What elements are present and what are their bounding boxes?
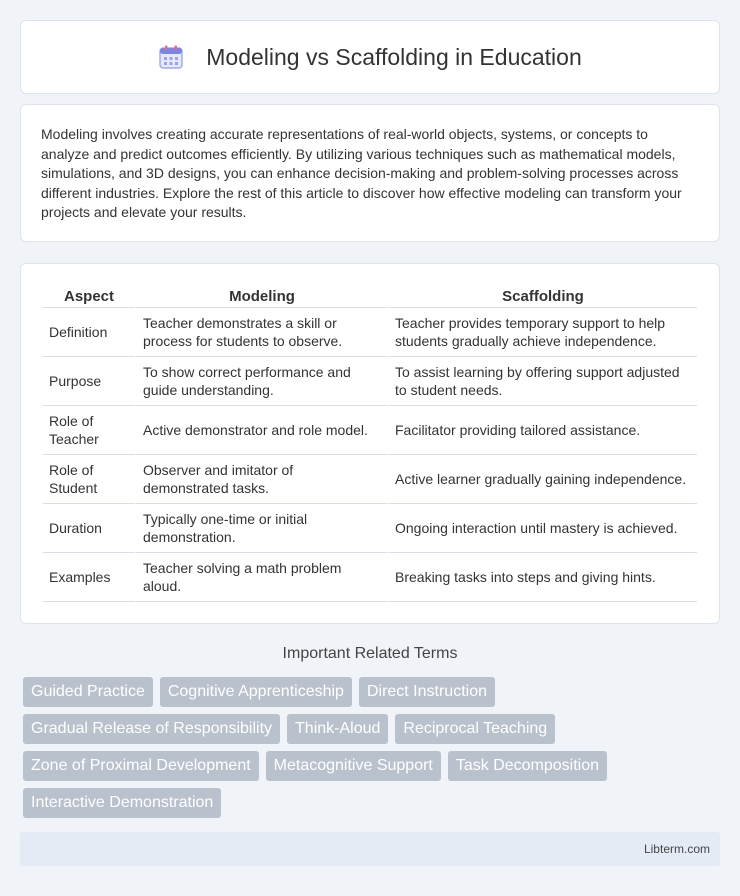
footer <box>20 832 720 866</box>
related-term-tag[interactable]: Reciprocal Teaching <box>395 714 555 744</box>
related-term-tag[interactable]: Metacognitive Support <box>266 751 441 781</box>
table-header-row <box>43 284 697 308</box>
intro-card <box>20 104 720 242</box>
header-aspect: Aspect <box>43 284 135 308</box>
table-row <box>43 504 697 553</box>
related-term-tag[interactable]: Zone of Proximal Development <box>23 751 259 781</box>
cell-modeling: Teacher solving a math problem aloud. <box>135 553 387 602</box>
cell-aspect: Definition <box>43 308 135 357</box>
title-card <box>20 20 720 94</box>
cell-aspect: Role of Student <box>43 455 135 504</box>
table-row <box>43 455 697 504</box>
related-term-tag[interactable]: Guided Practice <box>23 677 153 707</box>
cell-modeling: Teacher demonstrates a skill or process for students to observe. <box>135 308 387 357</box>
cell-aspect: Purpose <box>43 357 135 406</box>
header-modeling: Modeling <box>135 284 387 308</box>
cell-aspect: Role of Teacher <box>43 406 135 455</box>
related-term-tag[interactable]: Interactive Demonstration <box>23 788 221 818</box>
related-terms-heading: Important Related Terms <box>282 645 458 662</box>
related-term-tag[interactable]: Gradual Release of Responsibility <box>23 714 280 744</box>
table-row <box>43 553 697 602</box>
related-term-tag[interactable]: Direct Instruction <box>359 677 495 707</box>
cell-aspect: Examples <box>43 553 135 602</box>
table-row <box>43 308 697 357</box>
footer-site-link[interactable]: Libterm.com <box>643 842 710 856</box>
cell-modeling: Observer and imitator of demonstrated tasks. <box>135 455 387 504</box>
cell-modeling: Active demonstrator and role model. <box>135 406 387 455</box>
related-term-tag[interactable]: Cognitive Apprenticeship <box>160 677 352 707</box>
cell-aspect: Duration <box>43 504 135 553</box>
cell-modeling: To show correct performance and guide understanding. <box>135 357 387 406</box>
table-row <box>43 406 697 455</box>
header-scaffolding: Scaffolding <box>387 284 697 308</box>
comparison-card <box>20 263 720 624</box>
intro-paragraph: Modeling involves creating accurate representations of real-world objects, systems, or concepts to analyze and predict outcomes efficiently. By utilizing various techniques such as mathematical models, simulations, and 3D designs, you can enhance decision-making and problem-solving processes across different industries. Explore the rest of this article to discover how effective modeling can transform your projects and elevate your results. <box>41 126 682 220</box>
calendar-icon <box>158 44 184 70</box>
related-terms-list <box>23 677 723 825</box>
table-row <box>43 357 697 406</box>
cell-scaffolding: Active learner gradually gaining independence. <box>387 455 697 504</box>
related-term-tag[interactable]: Task Decomposition <box>448 751 607 781</box>
comparison-table <box>43 284 697 602</box>
cell-scaffolding: Ongoing interaction until mastery is achieved. <box>387 504 697 553</box>
cell-scaffolding: Teacher provides temporary support to help students gradually achieve independence. <box>387 308 697 357</box>
cell-scaffolding: Breaking tasks into steps and giving hints. <box>387 553 697 602</box>
page-title: Modeling vs Scaffolding in Education <box>206 43 582 70</box>
cell-scaffolding: To assist learning by offering support adjusted to student needs. <box>387 357 697 406</box>
related-term-tag[interactable]: Think-Aloud <box>287 714 388 744</box>
cell-scaffolding: Facilitator providing tailored assistance. <box>387 406 697 455</box>
cell-modeling: Typically one-time or initial demonstration. <box>135 504 387 553</box>
